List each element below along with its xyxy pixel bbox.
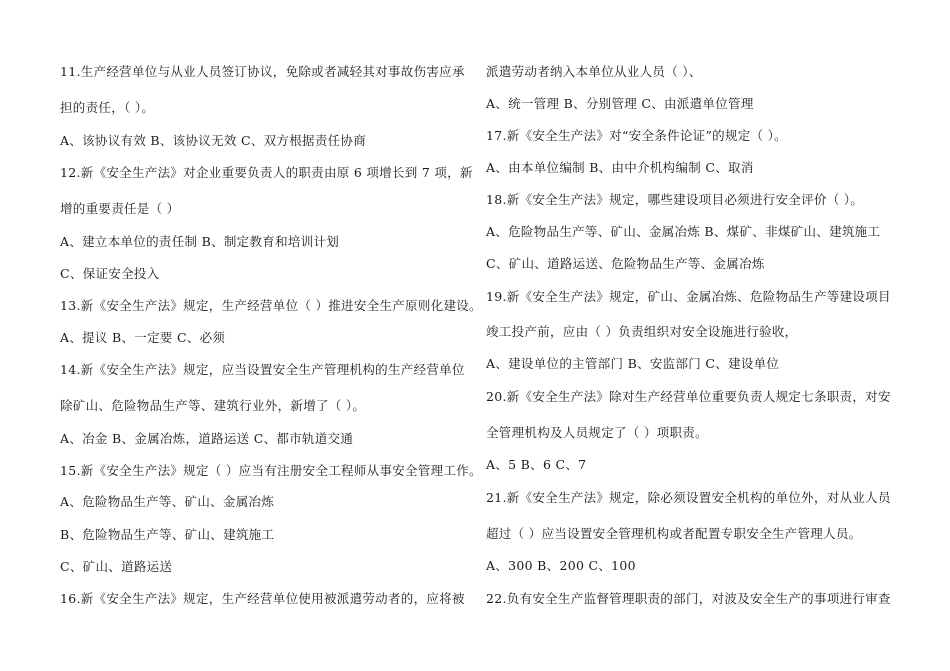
q12-line-1: 12.新《安全生产法》对企业重要负责人的职责由原 6 项增长到 7 项，新 bbox=[60, 165, 473, 180]
q11-line-1: 11.生产经营单位与从业人员签订协议，免除或者减轻其对事故伤害应承 bbox=[60, 64, 465, 79]
left-column bbox=[60, 0, 490, 671]
q17-line-1: 17.新《安全生产法》对“安全条件论证”的规定（ ）。 bbox=[486, 128, 787, 143]
q21-line-2: 超过（ ）应当设置安全管理机构或者配置专职安全生产管理人员。 bbox=[486, 526, 862, 541]
q15-option-a: A、危险物品生产等、矿山、金属冶炼 bbox=[60, 494, 275, 509]
q12-line-2: 增的重要责任是（ ） bbox=[60, 201, 180, 216]
q11-options: A、该协议有效 B、该协议无效 C、双方根据责任协商 bbox=[60, 133, 367, 148]
q15-option-c: C、矿山、道路运送 bbox=[60, 559, 173, 574]
q21-line-1: 21.新《安全生产法》规定，除必须设置安全机构的单位外，对从业人员 bbox=[486, 490, 891, 505]
q20-options: A、5 B、6 C、7 bbox=[486, 457, 587, 472]
q12-option-c: C、保证安全投入 bbox=[60, 266, 160, 281]
q16-options: A、统一管理 B、分别管理 C、由派遣单位管理 bbox=[486, 96, 754, 111]
q17-options: A、由本单位编制 B、由中介机构编制 C、取消 bbox=[486, 160, 754, 175]
q21-options: A、300 B、200 C、100 bbox=[486, 558, 636, 573]
q20-line-2: 全管理机构及人员规定了（ ）项职责。 bbox=[486, 425, 708, 440]
right-column bbox=[486, 0, 906, 671]
q13-options: A、提议 B、一定要 C、必须 bbox=[60, 330, 226, 345]
q15-line-1: 15.新《安全生产法》规定（ ）应当有注册安全工程师从事安全管理工作。 bbox=[60, 463, 482, 478]
q11-line-2: 担的责任，（ ）。 bbox=[60, 100, 155, 115]
q18-option-c: C、矿山、道路运送、危险物品生产等、金属冶炼 bbox=[486, 256, 765, 271]
q18-line-1: 18.新《安全生产法》规定，哪些建设项目必须进行安全评价（ ）。 bbox=[486, 192, 864, 207]
q16-line-2: 派遣劳动者纳入本单位从业人员（ ）、 bbox=[486, 64, 702, 79]
q16-line-1: 16.新《安全生产法》规定，生产经营单位使用被派遣劳动者的，应将被 bbox=[60, 591, 465, 606]
q19-line-1: 19.新《安全生产法》规定，矿山、金属冶炼、危险物品生产等建设项目 bbox=[486, 289, 891, 304]
q14-line-1: 14.新《安全生产法》规定，应当设置安全生产管理机构的生产经营单位 bbox=[60, 362, 465, 377]
q22-line-1: 22.负有安全生产监督管理职责的部门，对波及安全生产的事项进行审查 bbox=[486, 591, 891, 606]
q14-line-2: 除矿山、危险物品生产等、建筑行业外，新增了（ ）。 bbox=[60, 398, 366, 413]
q12-options-ab: A、建立本单位的责任制 B、制定教育和培训计划 bbox=[60, 234, 340, 249]
q13-line-1: 13.新《安全生产法》规定，生产经营单位（ ）推进安全生产原则化建设。 bbox=[60, 298, 482, 313]
q15-option-b: B、危险物品生产等、矿山、建筑施工 bbox=[60, 527, 275, 542]
q19-options: A、建设单位的主管部门 B、安监部门 C、建设单位 bbox=[486, 356, 780, 371]
q14-options: A、冶金 B、金属冶炼，道路运送 C、都市轨道交通 bbox=[60, 431, 354, 446]
q20-line-1: 20.新《安全生产法》除对生产经营单位重要负责人规定七条职责，对安 bbox=[486, 389, 891, 404]
q19-line-2: 竣工投产前，应由（ ）负责组织对安全设施进行验收， bbox=[486, 324, 798, 339]
q18-options-ab: A、危险物品生产等、矿山、金属冶炼 B、煤矿、非煤矿山、建筑施工 bbox=[486, 224, 881, 239]
